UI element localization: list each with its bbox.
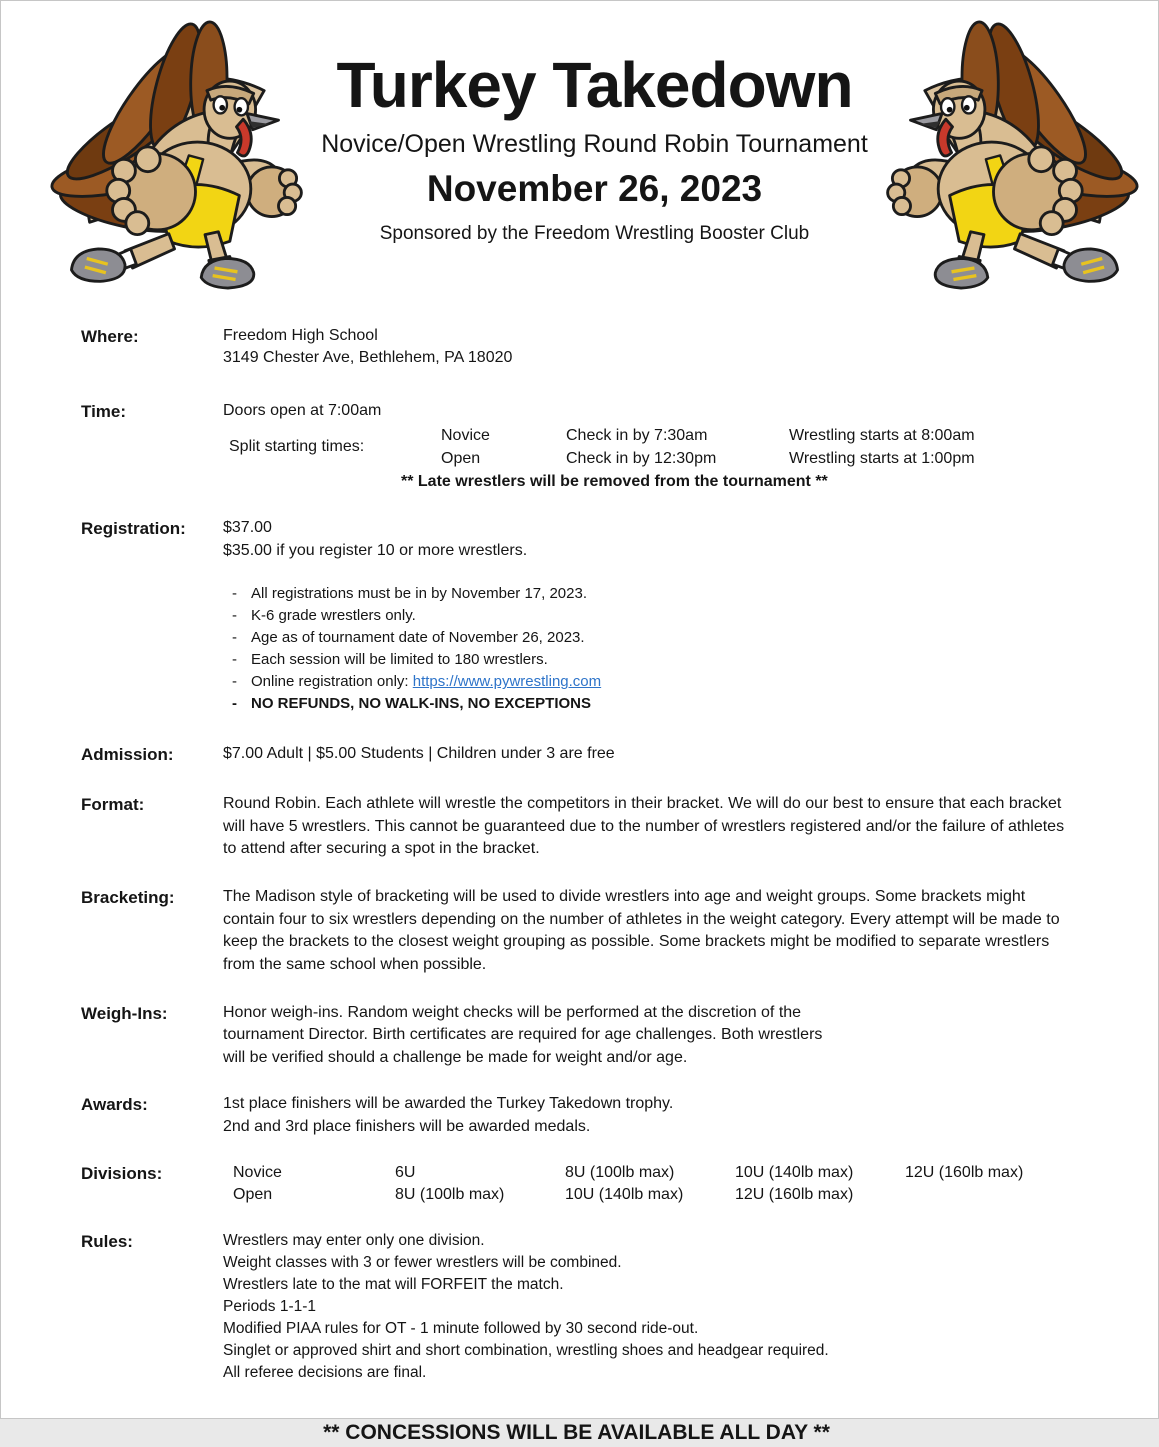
table-row [223,1162,1075,1184]
time-label: Time: [81,401,127,421]
division-cell: 12U (160lb max) [735,1186,854,1204]
division-cell: 10U (140lb max) [565,1186,684,1204]
venue-address: 3149 Chester Ave, Bethlehem, PA 18020 [223,349,513,367]
weighins-line: tournament Director. Birth certificates are required for age challenges. Both wrestlers [223,1026,823,1044]
doors-open: Doors open at 7:00am [223,401,382,419]
list-item [223,605,1072,627]
awards-label: Awards: [81,1095,148,1115]
checkin-cell: Check in by 12:30pm [566,449,717,467]
turkey-mascot-icon [59,41,311,289]
division-name: Open [233,1186,273,1204]
section-bracketing [81,886,1072,976]
header-text [311,41,878,245]
bullet-text: K-6 grade wrestlers only. [251,607,416,625]
bullet-text: Age as of tournament date of November 26, 2023. [251,629,585,647]
table-row [441,448,975,470]
division-cell: Open [441,449,481,467]
registration-link[interactable]: https://www.pywrestling.com [412,673,602,691]
rule-line: Weight classes with 3 or fewer wrestlers will be combined. [223,1253,622,1271]
table-row [441,425,975,447]
section-admission [81,743,1072,767]
price-group: $35.00 if you register 10 or more wrestlers. [223,541,528,559]
list-item-no-refunds [223,693,1072,715]
section-format [81,793,1072,860]
format-label: Format: [81,795,145,815]
bullet-dash-icon: - [232,651,237,669]
bullet-text [251,671,601,693]
rule-line: All referee decisions are final. [223,1363,427,1381]
bracketing-text: The Madison style of bracketing will be used to divide wrestlers into age and weight groups. Some brackets might contain four to six wrestlers depending on the number of athletes in the weight category. Every attempt will be made to keep the brackets to the closest weight grouping as possible. Some brackets might be modified to separate wrestlers from the same school when possible. [223,888,1060,973]
registration-bullets [223,583,1072,715]
list-item [223,583,1072,605]
bullet-dash-icon: - [232,607,237,625]
table-row [223,1184,1075,1206]
event-date: November 26, 2023 [426,168,763,210]
list-item [223,649,1072,671]
section-time [81,400,1072,494]
event-subtitle: Novice/Open Wrestling Round Robin Tournament [321,130,868,159]
weighins-line: will be verified should a challenge be made for weight and/or age. [223,1048,688,1066]
division-name: Novice [233,1163,282,1181]
start-cell: Wrestling starts at 1:00pm [789,449,975,467]
bullet-dash-icon: - [232,673,237,691]
admission-label: Admission: [81,745,174,765]
online-registration-prefix: Online registration only: [251,673,413,691]
list-item [223,627,1072,649]
start-cell: Wrestling starts at 8:00am [789,427,975,445]
bullet-text: Each session will be limited to 180 wrestlers. [251,651,548,669]
bullet-text: NO REFUNDS, NO WALK-INS, NO EXCEPTIONS [251,695,592,713]
awards-line: 2nd and 3rd place finishers will be awarded medals. [223,1117,591,1135]
page-title: Turkey Takedown [336,49,853,121]
concessions-banner: ** CONCESSIONS WILL BE AVAILABLE ALL DAY ** [323,1420,830,1444]
division-cell: 12U (160lb max) [905,1163,1024,1181]
division-cell: 10U (140lb max) [735,1163,854,1181]
list-item-online-registration [223,671,1072,693]
division-cell: 8U (100lb max) [395,1186,505,1204]
rule-line: Wrestlers late to the mat will FORFEIT the match. [223,1275,564,1293]
turkey-mascot-mirrored-icon [878,41,1130,289]
admission-prices: $7.00 Adult | $5.00 Students | Children under 3 are free [223,745,615,763]
flyer-body [1,289,1158,1447]
rules-label: Rules: [81,1231,133,1251]
division-cell [905,1184,1075,1206]
late-warning: ** Late wrestlers will be removed from the tournament ** [401,472,828,490]
divisions-label: Divisions: [81,1163,163,1183]
price-standard: $37.00 [223,519,272,537]
format-text: Round Robin. Each athlete will wrestle the competitors in their bracket. We will do our best to ensure that each bracket will have 5 wrestlers. This cannot be guaranteed due to the number of wrestlers registered and/or the failure of athletes to attend after securing a spot in the bracket. [223,795,1065,857]
section-registration [81,517,1072,715]
bracketing-label: Bracketing: [81,888,175,908]
section-rules [81,1230,1072,1384]
split-times-label: Split starting times: [229,438,365,456]
header [1,1,1158,289]
rule-line: Wrestlers may enter only one division. [223,1231,485,1249]
bullet-text: All registrations must be in by November 17, 2023. [251,585,587,603]
bullet-dash-icon: - [232,629,237,647]
weighins-label: Weigh-Ins: [81,1003,168,1023]
bullet-dash-icon: - [232,695,237,713]
division-cell: 8U (100lb max) [565,1163,675,1181]
weighins-line: Honor weigh-ins. Random weight checks will be performed at the discretion of the [223,1003,802,1021]
section-awards [81,1093,1072,1138]
division-cell: 6U [395,1163,416,1181]
bullet-dash-icon: - [232,585,237,603]
sponsor-line: Sponsored by the Freedom Wrestling Booster Club [379,223,810,245]
section-where [81,325,1072,370]
checkin-cell: Check in by 7:30am [566,427,708,445]
division-cell: Novice [441,427,490,445]
awards-line: 1st place finishers will be awarded the Turkey Takedown trophy. [223,1095,674,1113]
where-label: Where: [81,327,139,346]
rule-line: Modified PIAA rules for OT - 1 minute followed by 30 second ride-out. [223,1319,699,1337]
section-weighins [81,1002,1072,1069]
split-times-table [441,425,975,470]
venue-name: Freedom High School [223,327,378,344]
rule-line: Singlet or approved shirt and short combination, wrestling shoes and headgear required. [223,1341,829,1359]
registration-label: Registration: [81,519,186,539]
section-divisions [81,1162,1072,1207]
rule-line: Periods 1-1-1 [223,1297,317,1315]
split-times [223,425,1072,470]
